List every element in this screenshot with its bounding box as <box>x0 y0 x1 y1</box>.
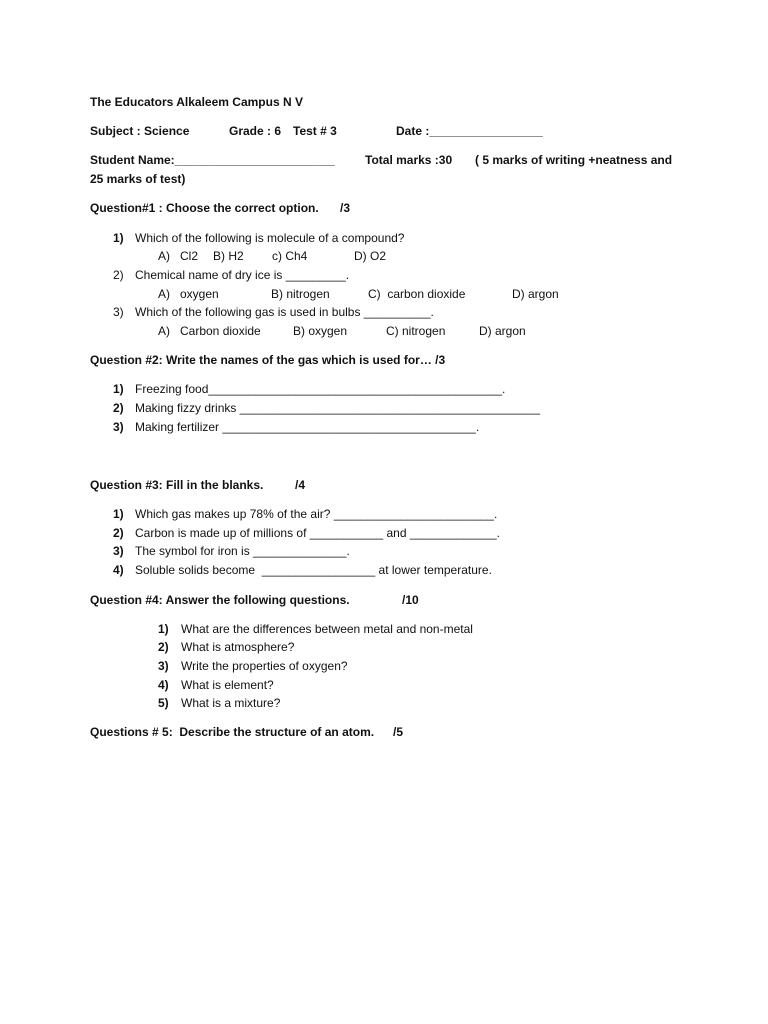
q1-option: D) argon <box>512 287 559 301</box>
q1-item-text: Chemical name of dry ice is _________. <box>135 268 350 282</box>
q4-item-number: 3) <box>158 659 169 673</box>
q1-item-number: 1) <box>113 231 124 245</box>
q3-item-number: 2) <box>113 526 124 540</box>
q3-item-number: 3) <box>113 544 124 558</box>
q4-item-number: 1) <box>158 622 169 636</box>
q2-item-text: Freezing food____________________________________________. <box>135 382 506 396</box>
q4-item-text: What is element? <box>181 678 274 692</box>
q1-option: D) O2 <box>354 249 387 263</box>
q4-score: /10 <box>402 593 419 607</box>
q4-item-number: 2) <box>158 640 169 654</box>
q3-item-text: Soluble solids become _________________ at lower temperature. <box>135 563 492 577</box>
q1-item-number: 3) <box>113 305 124 319</box>
q1-option: A) Carbon dioxide <box>158 324 261 338</box>
q4-title: Question #4: Answer the following questions. <box>90 593 350 607</box>
q3-score: /4 <box>295 478 306 492</box>
q3-item-text: The symbol for iron is ______________. <box>135 544 350 558</box>
q1-option: C) nitrogen <box>386 324 446 338</box>
q5-score: /5 <box>393 725 404 739</box>
test-number: Test # 3 <box>293 124 337 138</box>
q4-item-number: 4) <box>158 678 169 692</box>
q3-item-number: 1) <box>113 507 124 521</box>
date-field: Date :_________________ <box>396 124 543 138</box>
q1-option: B) oxygen <box>293 324 348 338</box>
q2-item-number: 2) <box>113 401 124 415</box>
q1-option: A) Cl2 <box>158 249 199 263</box>
q1-option: C) carbon dioxide <box>368 287 466 301</box>
q3-title: Question #3: Fill in the blanks. <box>90 478 264 492</box>
subject-label: Subject : Science <box>90 124 190 138</box>
q4-item-text: Write the properties of oxygen? <box>181 659 348 673</box>
q1-option: B) nitrogen <box>271 287 330 301</box>
q1-option: c) Ch4 <box>272 249 308 263</box>
total-marks: Total marks :30 <box>365 153 453 167</box>
q4-item-text: What are the differences between metal and non-metal <box>181 622 473 636</box>
q2-item-text: Making fertilizer ______________________________________. <box>135 420 480 434</box>
marks-note-line1: ( 5 marks of writing +neatness and <box>475 153 673 167</box>
q4-item-number: 5) <box>158 696 169 710</box>
q1-title: Question#1 : Choose the correct option. <box>90 201 319 215</box>
q1-item-text: Which of the following is molecule of a compound? <box>135 231 405 245</box>
student-name-field: Student Name:________________________ <box>90 153 335 167</box>
q3-item-number: 4) <box>113 563 124 577</box>
marks-note-line2: 25 marks of test) <box>90 172 186 186</box>
q1-item-number: 2) <box>113 268 124 282</box>
q2-title: Question #2: Write the names of the gas which is used for… /3 <box>90 353 446 367</box>
grade-label: Grade : 6 <box>229 124 282 138</box>
q1-option: A) oxygen <box>158 287 219 301</box>
q3-item-text: Which gas makes up 78% of the air? ________________________. <box>135 507 498 521</box>
q5-title: Questions # 5: Describe the structure of an atom. <box>90 725 375 739</box>
q2-item-number: 1) <box>113 382 124 396</box>
q1-score: /3 <box>340 201 351 215</box>
q1-option: D) argon <box>479 324 526 338</box>
q1-item-text: Which of the following gas is used in bulbs __________. <box>135 305 434 319</box>
q3-item-text: Carbon is made up of millions of ___________ and _____________. <box>135 526 500 540</box>
q2-item-number: 3) <box>113 420 124 434</box>
q1-option: B) H2 <box>213 249 244 263</box>
q4-item-text: What is a mixture? <box>181 696 281 710</box>
q2-item-text: Making fizzy drinks _____________________________________________ <box>135 401 541 415</box>
school-name: The Educators Alkaleem Campus N V <box>90 95 303 109</box>
q4-item-text: What is atmosphere? <box>181 640 295 654</box>
